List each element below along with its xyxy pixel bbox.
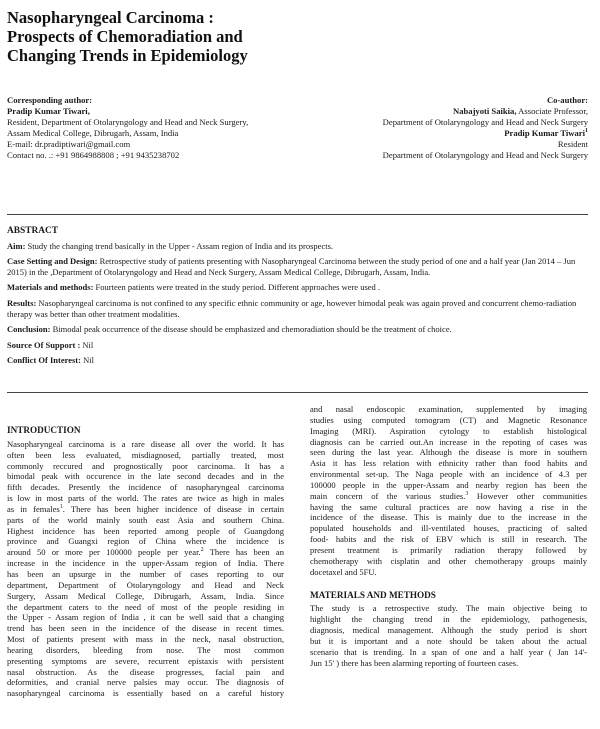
body-line: Asia it has less relation with ethnicity rather than food habits and <box>310 458 587 469</box>
corresponding-author <box>7 95 327 161</box>
body-line: Imaging (MRI). Aspiration cytology to establish histological <box>310 425 587 436</box>
body-line <box>310 491 587 502</box>
body-line: Surgery, Assam Medical College, Dibrugarh, Assam, India. Since <box>7 590 284 601</box>
conclusion-text: Bimodal peak occurrence of the disease should be emphasized and chemoradiation should be the treatment of choice. <box>50 324 452 335</box>
body-line: The study is a retrospective study. The main objective being to <box>310 603 587 614</box>
body-line: seen during the last year. Although the disease is more in southern <box>310 447 587 458</box>
body-line: commonly reccured and prognostically poor carcinoma. It has a <box>7 460 284 471</box>
body-line: parts of the world mainly south east Asia and southern China. <box>7 514 284 525</box>
methods-label: Materials and methods: <box>7 282 94 293</box>
methods-heading: MATERIALS AND METHODS <box>310 589 436 600</box>
abstract-bottom-rule <box>7 392 588 393</box>
abstract-support <box>7 340 588 351</box>
abstract-aim <box>7 241 588 252</box>
results-text: Nasopharyngeal carcinoma is not confined to any specific ethnic community or age, however bimodal peak was again proved and concurrent chemo-radiation therapy was better than other treatment modalities. <box>7 297 577 319</box>
body-line: chemotherapy with cisplatin and other chemotherapy groups mainly <box>310 555 587 566</box>
title-line: Nasopharyngeal Carcinoma : <box>7 8 214 27</box>
results-label: Results: <box>7 297 37 308</box>
corresponding-affiliation: Assam Medical College, Dibrugarh, Assam, India <box>7 128 179 138</box>
body-line: diagnosis can be carried out.An increase in the repoting of cases was <box>310 436 587 447</box>
coauthor-2-dept: Department of Otolaryngology and Head and Neck Surgery <box>382 150 588 160</box>
coauthor-1-role: Associate Professor, <box>516 106 588 116</box>
body-line: docetaxel and 5FU. <box>310 566 377 577</box>
support-label: Source Of Support : <box>7 339 81 350</box>
abstract-heading: ABSTRACT <box>7 226 59 236</box>
citation: 3 <box>465 490 469 497</box>
body-line: studies using computed tomogram (CT) and Magnetic Resonance <box>310 414 587 425</box>
body-line: environmental set-up. The Naga people with an incidence of 4.3 per <box>310 469 587 480</box>
body-line: Jun 15' ) there has been alarming reporting of fourteen cases. <box>310 657 519 668</box>
body-line: diagnosis, medical management. Although the study period is short <box>310 625 587 636</box>
body-line: Highest incidence has been reported among people of Guangdong <box>7 525 284 536</box>
case-text: Retrospective study of patients presenting with Nasopharyngeal Carcinoma between the study period of one and a half year (Jan 2014 – Jun 2015) in the ,Department of Otolaryngology and Head and Neck Surgery, Assam Medical College, Dibrugarh, Assam, India. <box>7 256 576 277</box>
body-line: has been an upsurge in the number of cases reporting to our <box>7 568 284 579</box>
coauthor-2-sup: 1 <box>585 128 588 135</box>
body-line: department, Department of Otolaryngology and Head and Neck <box>7 579 284 590</box>
abstract-top-rule <box>7 214 588 215</box>
right-column <box>310 404 587 668</box>
body-line: populated households and ill-ventilated houses, practicing of salted <box>310 523 587 534</box>
body-text: around 50 or more per 100000 people per year. <box>7 547 201 558</box>
corresponding-email: E-mail: dr.pradiptiwari@gmail.com <box>7 139 131 149</box>
body-line: incidence of the disease. This is mainly due to the increase in the <box>310 512 587 523</box>
body-line: deformities, and cranial nerve palsies may occur. The diagnosis of <box>7 677 284 688</box>
body-line: Most of patients present with mass in the neck, nasal obstruction, <box>7 634 284 645</box>
body-line: trend has been seen in the incidence of the disease in recent times. <box>7 623 284 634</box>
body-text: However other communities <box>468 490 587 501</box>
body-line: the department caters to the need of most of the people residing in <box>7 601 284 612</box>
aim-text: Study the changing trend basically in the Upper - Assam region of India and its prospects. <box>25 240 334 251</box>
coauthor-2-role: Resident <box>557 139 588 149</box>
body-text: . There has been higher incidence of disease in certain <box>62 503 284 514</box>
author-block <box>7 95 588 175</box>
abstract <box>7 226 588 371</box>
body-line: increase in the incidence in the upper-Assam region of India. There <box>7 558 284 569</box>
title-line: Prospects of Chemoradiation and <box>7 27 243 46</box>
abstract-case <box>7 256 588 277</box>
body-line: food- habits and the risk of EBV which is still in research. The <box>310 534 587 545</box>
conflict-label: Conflict Of Interest: <box>7 355 81 366</box>
abstract-results <box>7 298 588 319</box>
body-text: There has been an <box>203 547 284 558</box>
article-title <box>7 8 427 65</box>
body-line: nasal obstruction. As the disease progresses, facial pain and <box>7 666 284 677</box>
abstract-conflict <box>7 355 588 366</box>
body-line: 100000 people in the upper-Assam and nearby region has been the <box>310 479 587 490</box>
coauthor-2-name-text: Pradip Kumar Tiwari <box>504 128 585 138</box>
conclusion-label: Conclusion: <box>7 324 51 335</box>
corresponding-affiliation: Resident, Department of Otolaryngology and Head and Neck Surgery, <box>7 117 249 127</box>
body-line: having the same cultural practices are now having a rise in the <box>310 501 587 512</box>
methods-text: Fourteen patients were treated in the study period. Different approaches were used . <box>93 282 381 293</box>
body-text: as in females <box>7 503 60 514</box>
conflict-text: Nil <box>80 355 94 366</box>
body-line: province and Guangxi region of China where the incidence is <box>7 536 284 547</box>
introduction-heading: INTRODUCTION <box>7 425 81 435</box>
body-line: and nasal endoscopic examination, supplemented by imaging <box>310 404 587 414</box>
body-line: but it is important and a note should be taken about the actual <box>310 635 587 646</box>
body-line: Nasopharyngeal carcinoma is a rare disease all over the world. It has <box>7 438 284 449</box>
abstract-methods <box>7 282 588 293</box>
coauthor-1-dept: Department of Otolaryngology and Head and Neck Surgery <box>382 117 588 127</box>
body-line: presenting symptoms are severe, recurrent epistaxis with persistent <box>7 655 284 666</box>
body-line: scenario that is trending. In a span of one and a half year ( Jan 14'- <box>310 646 587 657</box>
coauthor-1-name: Nabajyoti Saikia, <box>452 106 517 116</box>
corresponding-label: Corresponding author: <box>7 95 93 105</box>
body-line: bimodal peak with occurence in the late second decades and in the <box>7 471 284 482</box>
case-label: Case Setting and Design: <box>7 256 98 267</box>
body-line: highlight the changing trend in the epidemiology, pathogenesis, <box>310 614 587 625</box>
introduction-column <box>7 425 284 699</box>
co-author <box>288 95 588 161</box>
coauthor-2-name <box>288 128 588 139</box>
body-line: fifth decades. Presently the incidence of nasopharyngeal carcinoma <box>7 482 284 493</box>
body-text: main concern of the various studies. <box>310 490 466 501</box>
coauthor-1 <box>288 106 588 117</box>
body-line <box>7 547 284 558</box>
corresponding-name: Pradip Kumar Tiwari, <box>7 106 90 116</box>
citation: 1 <box>59 504 63 511</box>
body-line: the Upper - Assam region of India , it can be well said that a changing <box>7 612 284 623</box>
coauthor-label: Co-author: <box>546 95 588 105</box>
corresponding-contact: Contact no. .: +91 9864988808 ; +91 9435238702 <box>7 150 180 160</box>
abstract-conclusion <box>7 324 588 335</box>
support-text: Nil <box>80 339 94 350</box>
citation: 2 <box>200 547 204 554</box>
body-line <box>7 504 284 515</box>
body-line: nasopharyngeal carcinoma is essentially based on a careful history <box>7 688 284 699</box>
body-line: is low in most parts of the world. The rates are twice as high in males <box>7 493 284 504</box>
aim-label: Aim: <box>7 240 26 251</box>
title-line: Changing Trends in Epidemiology <box>7 46 248 65</box>
body-line: hearing disorders, bleeding from nose. The most common <box>7 644 284 655</box>
body-line: often been less evaluated, misdiagnosed, partially treated, most <box>7 449 284 460</box>
body-line: present treatment is primarily radiation therapy followed by <box>310 544 587 555</box>
